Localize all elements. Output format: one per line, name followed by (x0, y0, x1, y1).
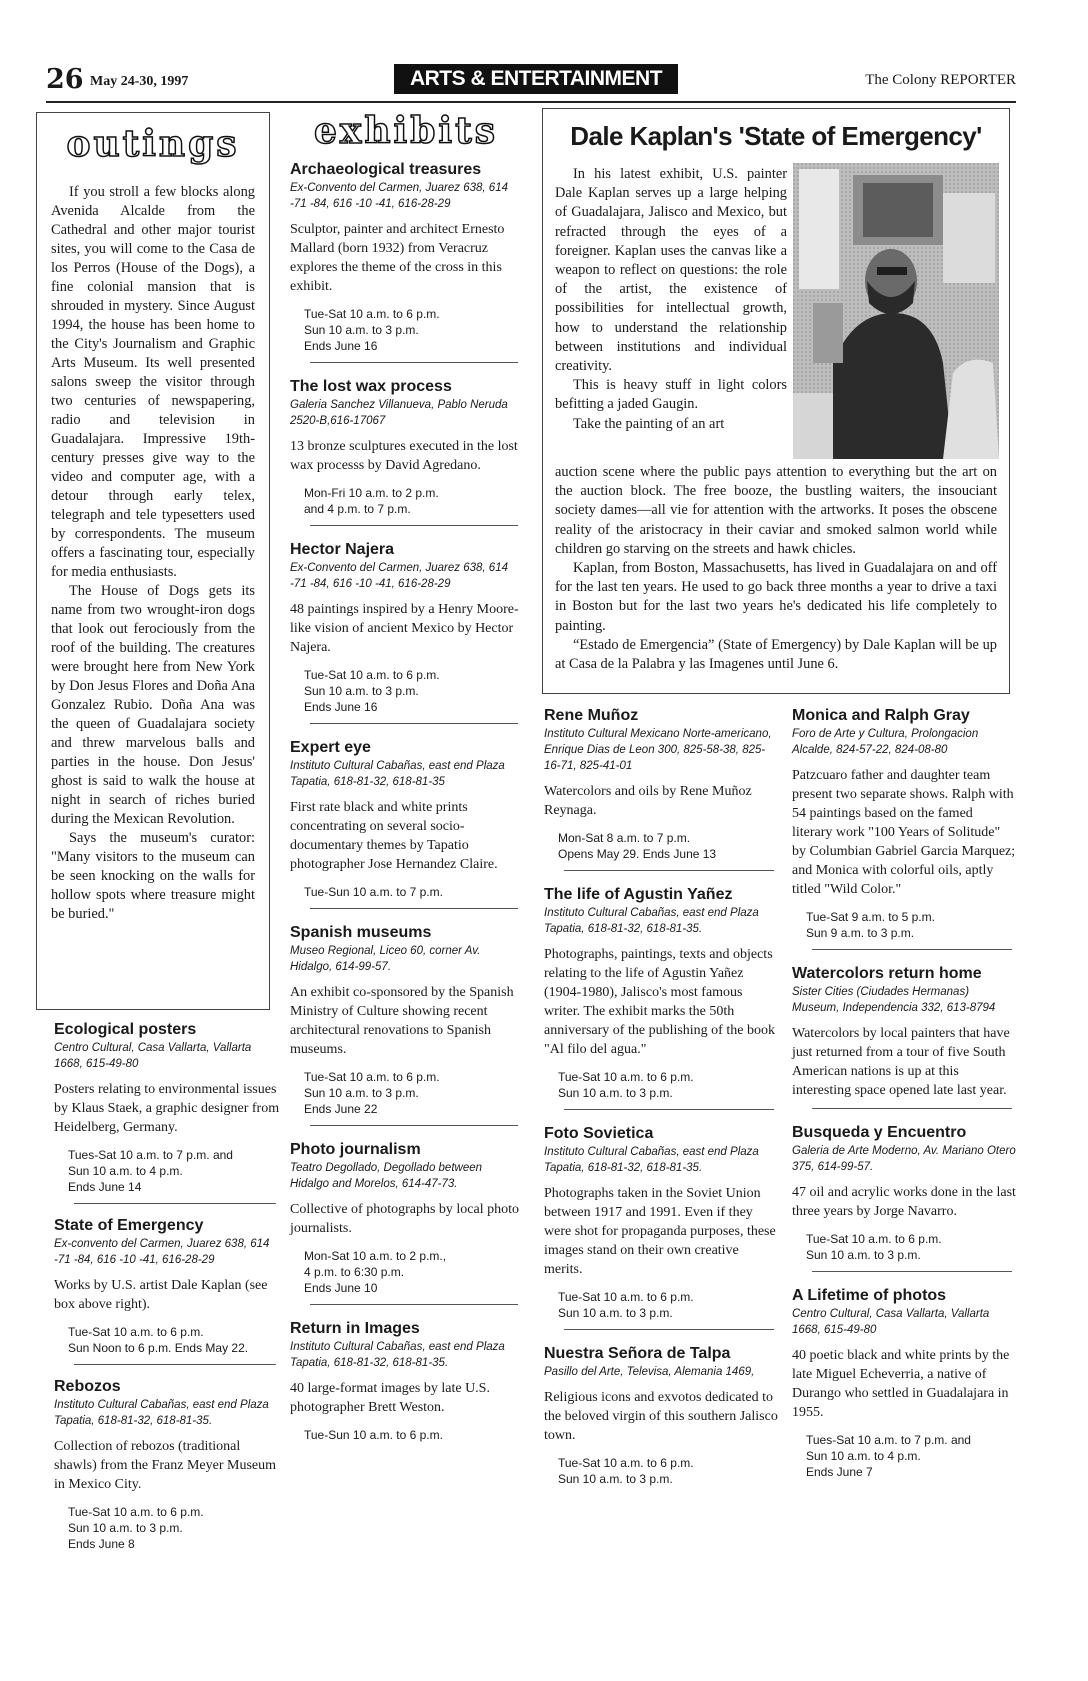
listing-entry (54, 1020, 280, 1195)
listing-hours (304, 1427, 522, 1443)
hours-line: 4 p.m. to 6:30 p.m. (304, 1265, 405, 1279)
listing-title: A Lifetime of photos (792, 1287, 947, 1304)
hours-line: Tue-Sun 10 a.m. to 7 p.m. (304, 885, 443, 899)
hours-line: Tue-Sat 9 a.m. to 5 p.m. (806, 910, 935, 924)
listing-entry (290, 738, 522, 900)
listing-hours (304, 1069, 522, 1117)
hours-line: Ends June 16 (304, 339, 378, 353)
hours-line: Sun 10 a.m. to 3 p.m. (68, 1521, 183, 1535)
column-3-listings (544, 706, 778, 1487)
hours-line: Tue-Sat 10 a.m. to 6 p.m. (558, 1070, 694, 1084)
listing-description: Works by U.S. artist Dale Kaplan (see box above right). (54, 1278, 268, 1312)
section-banner: ARTS & ENTERTAINMENT (394, 64, 678, 94)
listing-description: 40 poetic black and white prints by the late Miguel Echeverria, a native of Durango who settled in Guadalajara in 1955. (792, 1348, 1010, 1420)
outings-paragraph: If you stroll a few blocks along Avenida Alcalde from the Cathedral and other major tourist sites, you will come to the Casa de los Perros (House of the Dogs), a fine colonial mansion that is shrouded in mystery. Since August 1994, the house has been home to the City's Journalism and Graphic Arts Museum. Its well presented salons sweep the visitor through two centuries of newspapering, radio and television in Guadalajara. Impressive 19th-century presses give way to the video and computer age, with a detour through early telex, telegraph and tele typesetters used by correspondents. The museum offers a fascinating tour, especially for media enthusiasts. (51, 184, 255, 580)
listing-title: Archaeological treasures (290, 161, 482, 178)
listing-divider (564, 870, 774, 871)
kaplan-paragraph: “Estado de Emergencia” (State of Emergency) by Dale Kaplan will be up at Casa de la Palabra y las Imagenes until June 6. (555, 636, 997, 673)
hours-line: Sun 10 a.m. to 3 p.m. (558, 1086, 673, 1100)
listing-hours (806, 909, 1016, 941)
listing-description: Photographs, paintings, texts and objects relating to the life of Agustin Yañez (1904-1980), Jalisco's most famous writer. The exhibit marks the 50th anniversary of the publishing of the book "Al filo del agua." (544, 947, 775, 1057)
listing-entry (544, 1344, 778, 1487)
hours-line: Mon-Fri 10 a.m. to 2 p.m. (304, 486, 439, 500)
listing-divider (74, 1364, 276, 1365)
listing-description: 48 paintings inspired by a Henry Moore-like vision of ancient Mexico by Hector Najera. (290, 602, 519, 655)
kaplan-photo (793, 163, 999, 459)
listing-hours (68, 1324, 280, 1356)
listing-address: Ex-Convento del Carmen, Juarez 638, 614 -71 -84, 616 -10 -41, 616-28-29 (290, 562, 508, 590)
listing-divider (564, 1329, 774, 1330)
outings-box (36, 112, 270, 1010)
listing-title: Busqueda y Encuentro (792, 1124, 967, 1141)
listing-divider (812, 1271, 1012, 1272)
hours-line: Tue-Sun 10 a.m. to 6 p.m. (304, 1428, 443, 1442)
listing-divider (310, 908, 518, 909)
hours-line: Sun 10 a.m. to 4 p.m. (806, 1449, 921, 1463)
listing-title: The life of Agustin Yañez (544, 886, 733, 903)
kaplan-paragraph: In his latest exhibit, U.S. painter Dale Kaplan serves up a large helping of Guadalajara, Jalisco and Mexico, but refracted through the eyes of a foreigner. Kaplan uses the canvas like a weapon to reflect on questions: the role of the artist, the existence of possibilities for intellectual growth, how to understand the relationship between institutions and individual creativity. (555, 166, 787, 375)
listing-description: An exhibit co-sponsored by the Spanish Ministry of Culture showing recent architectural renovations to Spanish museums. (290, 985, 514, 1057)
listing-divider (564, 1109, 774, 1110)
hours-line: Tue-Sat 10 a.m. to 6 p.m. (806, 1232, 942, 1246)
listing-title: Nuestra Señora de Talpa (544, 1345, 731, 1362)
listing-divider (310, 525, 518, 526)
hours-line: Sun 10 a.m. to 3 p.m. (304, 684, 419, 698)
listing-description: Photographs taken in the Soviet Union between 1917 and 1991. Even if they were shot for propaganda purposes, these images stand on their own creative merits. (544, 1186, 776, 1277)
kaplan-headline: Dale Kaplan's 'State of Emergency' (570, 121, 982, 151)
hours-line: Tue-Sat 10 a.m. to 6 p.m. (558, 1290, 694, 1304)
hours-line: and 4 p.m. to 7 p.m. (304, 502, 411, 516)
listing-hours (558, 1289, 778, 1321)
hours-line: Tue-Sat 10 a.m. to 6 p.m. (68, 1325, 204, 1339)
hours-line: Sun 10 a.m. to 3 p.m. (806, 1248, 921, 1262)
hours-line: Sun 10 a.m. to 3 p.m. (558, 1306, 673, 1320)
hours-line: Tues-Sat 10 a.m. to 7 p.m. and (68, 1148, 233, 1162)
listing-address: Sister Cities (Ciudades Hermanas) Museum, Independencia 332, 613-8794 (792, 986, 996, 1014)
listing-title: Hector Najera (290, 541, 395, 558)
hours-line: Tue-Sat 10 a.m. to 6 p.m. (68, 1505, 204, 1519)
listing-address: Centro Cultural, Casa Vallarta, Vallarta 1668, 615-49-80 (792, 1308, 990, 1336)
exhibits-title: exhibits (314, 110, 498, 152)
listing-address: Instituto Cultural Cabañas, east end Plaza Tapatia, 618-81-32, 618-81-35. (290, 1341, 505, 1369)
listing-address: Galeria Sanchez Villanueva, Pablo Neruda 2520-B,616-17067 (290, 399, 508, 427)
hours-line: Sun Noon to 6 p.m. Ends May 22. (68, 1341, 249, 1355)
listing-hours (304, 306, 522, 354)
page-number: 26 (46, 64, 84, 95)
listing-hours (558, 1455, 778, 1487)
listing-address: Centro Cultural, Casa Vallarta, Vallarta 1668, 615-49-80 (54, 1042, 252, 1070)
listing-address: Teatro Degollado, Degollado between Hidalgo and Morelos, 614-47-73. (290, 1162, 483, 1190)
listing-entry (54, 1377, 280, 1552)
listing-address: Ex-convento del Carmen, Juarez 638, 614 -71 -84, 616 -10 -41, 616-28-29 (54, 1238, 270, 1266)
listing-title: Monica and Ralph Gray (792, 707, 970, 724)
listing-divider (310, 1304, 518, 1305)
kaplan-lead-text (555, 165, 787, 434)
hours-line: Sun 9 a.m. to 3 p.m. (806, 926, 915, 940)
listing-description: Posters relating to environmental issues by Klaus Staek, a graphic designer from Heidelberg, Germany. (54, 1082, 280, 1135)
listing-divider (74, 1203, 276, 1204)
listing-description: Sculptor, painter and architect Ernesto Mallard (born 1932) from Veracruz explores the theme of the cross in this exhibit. (290, 222, 505, 294)
listing-entry (290, 540, 522, 715)
listing-entry (792, 1286, 1016, 1480)
listing-title: Return in Images (290, 1320, 420, 1337)
listing-address: Instituto Cultural Cabañas, east end Plaza Tapatia, 618-81-32, 618-81-35. (544, 1146, 759, 1174)
hours-line: Mon-Sat 10 a.m. to 2 p.m., (304, 1249, 447, 1263)
listing-divider (812, 1108, 1012, 1109)
listing-hours (806, 1432, 1016, 1480)
hours-line: Tue-Sat 10 a.m. to 6 p.m. (304, 1070, 440, 1084)
listing-title: Watercolors return home (792, 965, 982, 982)
listing-hours (558, 830, 778, 862)
listing-title: Ecological posters (54, 1021, 197, 1038)
listing-address: Ex-Convento del Carmen, Juarez 638, 614 -71 -84, 616 -10 -41, 616-28-29 (290, 182, 508, 210)
listing-title: Spanish museums (290, 924, 432, 941)
hours-line: Ends June 14 (68, 1180, 142, 1194)
listing-title: Foto Sovietica (544, 1125, 654, 1142)
column-4-listings (792, 706, 1016, 1480)
newspaper-name: The Colony REPORTER (865, 72, 1016, 88)
hours-line: Sun 10 a.m. to 4 p.m. (68, 1164, 183, 1178)
listing-address: Galeria de Arte Moderno, Av. Mariano Otero 375, 614-99-57. (792, 1145, 1016, 1173)
listing-entry (290, 1140, 522, 1296)
listing-entry (792, 964, 1016, 1100)
listing-address: Instituto Cultural Cabañas, east end Plaza Tapatia, 618-81-32, 618-81-35 (290, 760, 505, 788)
listing-divider (812, 949, 1012, 950)
exhibits-listings (290, 160, 522, 1443)
listing-description: 40 large-format images by late U.S. photographer Brett Weston. (290, 1381, 490, 1415)
listing-title: Expert eye (290, 739, 371, 756)
exhibits-column (290, 110, 522, 1443)
kaplan-feature-box (542, 108, 1010, 694)
listing-description: 47 oil and acrylic works done in the last three years by Jorge Navarro. (792, 1185, 1016, 1219)
listing-hours (68, 1147, 280, 1195)
hours-line: Tue-Sat 10 a.m. to 6 p.m. (558, 1456, 694, 1470)
hours-line: Sun 10 a.m. to 3 p.m. (304, 1086, 419, 1100)
hours-line: Ends June 8 (68, 1537, 135, 1551)
listing-address: Pasillo del Arte, Televisa, Alemania 1469, (544, 1366, 755, 1378)
listing-divider (310, 362, 518, 363)
listing-hours (304, 485, 522, 517)
listing-title: Photo journalism (290, 1141, 421, 1158)
listing-entry (290, 923, 522, 1117)
listing-title: Rebozos (54, 1378, 121, 1395)
hours-line: Tues-Sat 10 a.m. to 7 p.m. and (806, 1433, 971, 1447)
listing-description: Collective of photographs by local photo journalists. (290, 1202, 520, 1236)
header-rule (46, 101, 1016, 103)
listing-address: Foro de Arte y Cultura, Prolongacion Alcalde, 824-57-22, 824-08-80 (792, 728, 979, 756)
listing-entry (544, 706, 778, 862)
kaplan-paragraph: Kaplan, from Boston, Massachusetts, has lived in Guadalajara on and off for the last ten years. He used to go back three months a year to drive a taxi in Boston but for the last two years he's dedicated his life completely to painting. (555, 560, 997, 634)
hours-line: Opens May 29. Ends June 13 (558, 847, 717, 861)
outings-story (51, 183, 255, 924)
listing-divider (310, 1125, 518, 1126)
listing-address: Instituto Cultural Cabañas, east end Plaza Tapatia, 618-81-32, 618-81-35. (544, 907, 759, 935)
outings-paragraph: Says the museum's curator: "Many visitors to the museum can be seen knocking on the walls for hollow spots where treasure might be buried." (51, 830, 255, 922)
listing-description: Watercolors by local painters that have just returned from a tour of five South American nations is up at this interesting space opened late last year. (792, 1026, 1010, 1098)
listing-hours (304, 884, 522, 900)
listing-description: 13 bronze sculptures executed in the lost wax processs by David Agredano. (290, 439, 518, 473)
kaplan-full-text (555, 463, 997, 674)
listing-description: First rate black and white prints concentrating on several socio-documentary themes by Tapatio photographer Jose Hernandez Claire. (290, 800, 498, 872)
column-1-listings (54, 1020, 280, 1552)
listing-hours (304, 667, 522, 715)
kaplan-paragraph: auction scene where the public pays attention to everything but the art on the auction block. The free booze, the bustling waiters, the insouciant society dames—all vie for attention with the artworks. It poses the obscene reality of the aristocracy in their caviar and smoked salmon world while children go starving on the streets and hawk chicles. (555, 464, 997, 557)
listing-hours (304, 1248, 522, 1296)
listing-title: Rene Muñoz (544, 707, 639, 724)
listing-entry (54, 1216, 280, 1356)
listing-entry (792, 706, 1016, 941)
outings-title: outings (66, 123, 240, 165)
listing-description: Collection of rebozos (traditional shawls) from the Franz Meyer Museum in Mexico City. (54, 1439, 277, 1492)
hours-line: Tue-Sat 10 a.m. to 6 p.m. (304, 668, 440, 682)
listing-title: The lost wax process (290, 378, 452, 395)
hours-line: Ends June 22 (304, 1102, 378, 1116)
issue-date: May 24-30, 1997 (90, 74, 189, 89)
outings-paragraph: The House of Dogs gets its name from two wrought-iron dogs that look out ferociously from the roof of the building. The creatures were brought here from New York by Don Jesus Flores and Doña Ana Gonzalez Rubio. Doña Ana was the queen of Guadalajara society and threw marvelous balls and parties in the house. Don Jesus' ghost is said to walk the house at night in search of riches buried during the Mexican Revolution. (51, 583, 255, 827)
listing-description: Patzcuaro father and daughter team present two separate shows. Ralph with 54 paintings based on the famed literary work "100 Years of Solitude" by Columbian Gabriel Garcia Marquez; and Monica with colorful oils, aptly titled "Wild Color." (792, 768, 1016, 897)
listing-address: Instituto Cultural Mexicano Norte-americano, Enrique Dias de Leon 300, 825-58-38, 825-16-71, 825-41-01 (544, 728, 772, 772)
hours-line: Ends June 7 (806, 1465, 873, 1479)
hours-line: Sun 10 a.m. to 3 p.m. (304, 323, 419, 337)
listing-entry (290, 377, 522, 517)
hours-line: Tue-Sat 10 a.m. to 6 p.m. (304, 307, 440, 321)
listing-description: Religious icons and exvotos dedicated to the beloved virgin of this southern Jalisco town. (544, 1390, 778, 1443)
listing-hours (68, 1504, 280, 1552)
listing-title: State of Emergency (54, 1217, 204, 1234)
hours-line: Ends June 16 (304, 700, 378, 714)
page-header (46, 60, 1016, 100)
hours-line: Ends June 10 (304, 1281, 378, 1295)
listing-entry (290, 160, 522, 354)
listing-entry (544, 1124, 778, 1321)
listing-hours (558, 1069, 778, 1101)
hours-line: Sun 10 a.m. to 3 p.m. (558, 1472, 673, 1486)
listing-entry (792, 1123, 1016, 1263)
listing-hours (806, 1231, 1016, 1263)
listing-entry (290, 1319, 522, 1443)
hours-line: Mon-Sat 8 a.m. to 7 p.m. (558, 831, 691, 845)
kaplan-paragraph: Take the painting of an art (573, 415, 725, 432)
listing-description: Watercolors and oils by Rene Muñoz Reynaga. (544, 784, 752, 818)
listing-address: Museo Regional, Liceo 60, corner Av. Hidalgo, 614-99-57. (290, 945, 481, 973)
listing-entry (544, 885, 778, 1101)
kaplan-paragraph: This is heavy stuff in light colors befitting a jaded Gaugin. (555, 377, 787, 413)
listing-address: Instituto Cultural Cabañas, east end Plaza Tapatia, 618-81-32, 618-81-35. (54, 1399, 269, 1427)
listing-divider (310, 723, 518, 724)
